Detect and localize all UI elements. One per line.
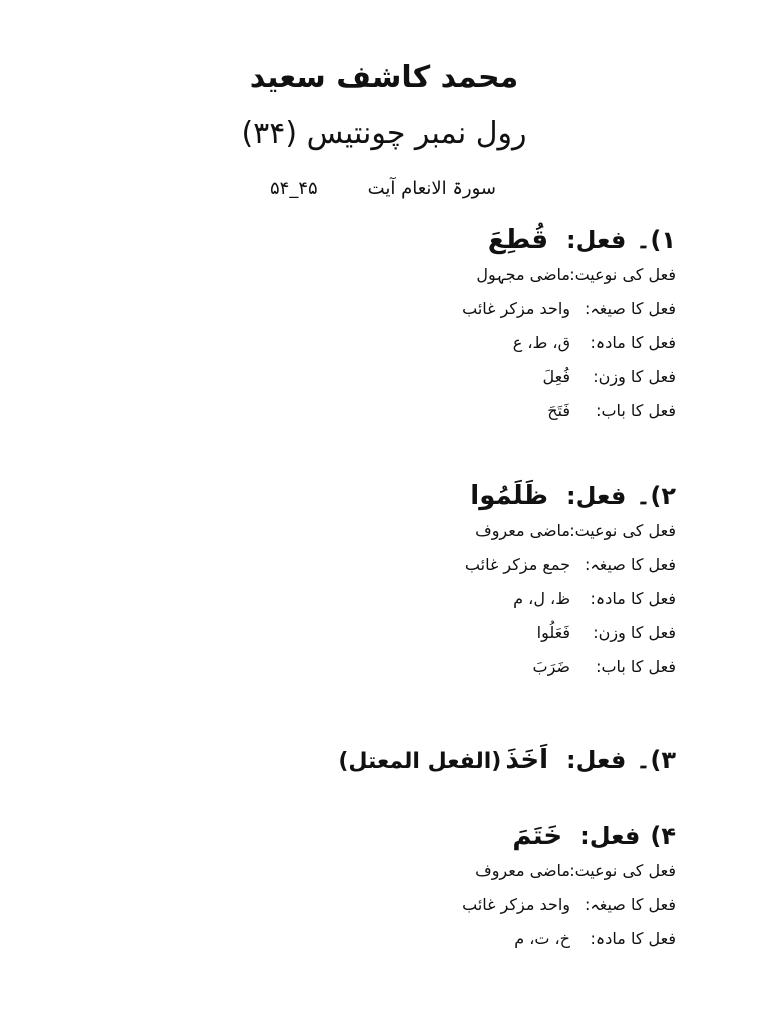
surah-reference [270,178,496,204]
verb-word: قُطِعَ [487,225,549,255]
prop-root [376,582,676,616]
verb-block-1 [376,222,676,428]
prop-value: ماضی معروف [475,861,570,880]
prop-label: فعل کا مادہ: [590,929,676,948]
verb-word: اَخَذَ [505,745,549,775]
verb-word: خَتَمَ [512,821,563,851]
verb-head-label: فعل: [566,746,627,774]
prop-value: واحد مزکر غائب [462,299,570,318]
prop-label: فعل کا صیغہ: [584,895,676,914]
prop-type [376,514,676,548]
verb-block-3 [276,742,676,778]
roll-number: رول نمبر چونتیس (۳۴) [241,116,527,151]
prop-value: جمع مزکر غائب [464,555,570,574]
prop-value: خ، ت، م [514,929,570,948]
prop-label: فعل کا صیغہ: [584,299,676,318]
prop-root [376,326,676,360]
verb-word: ظَلَمُوا [470,481,549,511]
prop-value: ق، ط، ع [512,333,570,352]
verb-number: ۳)۔ [636,746,676,774]
prop-label: فعل کا مادہ: [590,589,676,608]
prop-value: ضَرَبَ [532,657,570,676]
prop-label: فعل کی نوعیت: [569,861,676,880]
verb-heading [376,222,676,258]
prop-label: فعل کی نوعیت: [569,265,676,284]
prop-root [376,922,676,956]
prop-pattern [376,360,676,394]
prop-label: فعل کی نوعیت: [569,521,676,540]
prop-label: فعل کا مادہ: [590,333,676,352]
prop-type [376,854,676,888]
verb-number: ۴) [650,822,676,850]
prop-label: فعل کا باب: [596,401,676,420]
prop-value: فُعِلَ [542,367,570,386]
verb-block-2 [376,478,676,684]
verb-heading [276,742,676,778]
prop-label: فعل کا وزن: [593,367,676,386]
prop-chapter [376,650,676,684]
prop-label: فعل کا صیغہ: [584,555,676,574]
prop-pattern [376,616,676,650]
prop-form [376,888,676,922]
prop-value: فَتَحَ [547,401,570,420]
prop-label: فعل کا باب: [596,657,676,676]
prop-value: واحد مزکر غائب [462,895,570,914]
prop-value: فَعَلُوا [536,623,570,642]
verb-heading [376,818,676,854]
student-name: محمد کاشف سعید [249,60,519,95]
ayat-range: ۴۵_۵۴ [270,178,318,199]
surah-label: سورۃ الانعام آیت [367,178,496,199]
prop-type [376,258,676,292]
verb-note: (الفعل المعتل) [338,749,502,774]
prop-form [376,548,676,582]
verb-number: ۲)۔ [636,482,676,510]
prop-label: فعل کا وزن: [593,623,676,642]
prop-form [376,292,676,326]
verb-head-label: فعل: [580,822,641,850]
prop-chapter [376,394,676,428]
verb-head-label: فعل: [566,226,627,254]
verb-heading [376,478,676,514]
prop-value: ماضی معروف [475,521,570,540]
prop-value: ظ، ل، م [513,589,570,608]
verb-number: ۱)۔ [636,226,676,254]
verb-block-4 [376,818,676,956]
verb-head-label: فعل: [566,482,627,510]
prop-value: ماضی مجہول [476,265,570,284]
